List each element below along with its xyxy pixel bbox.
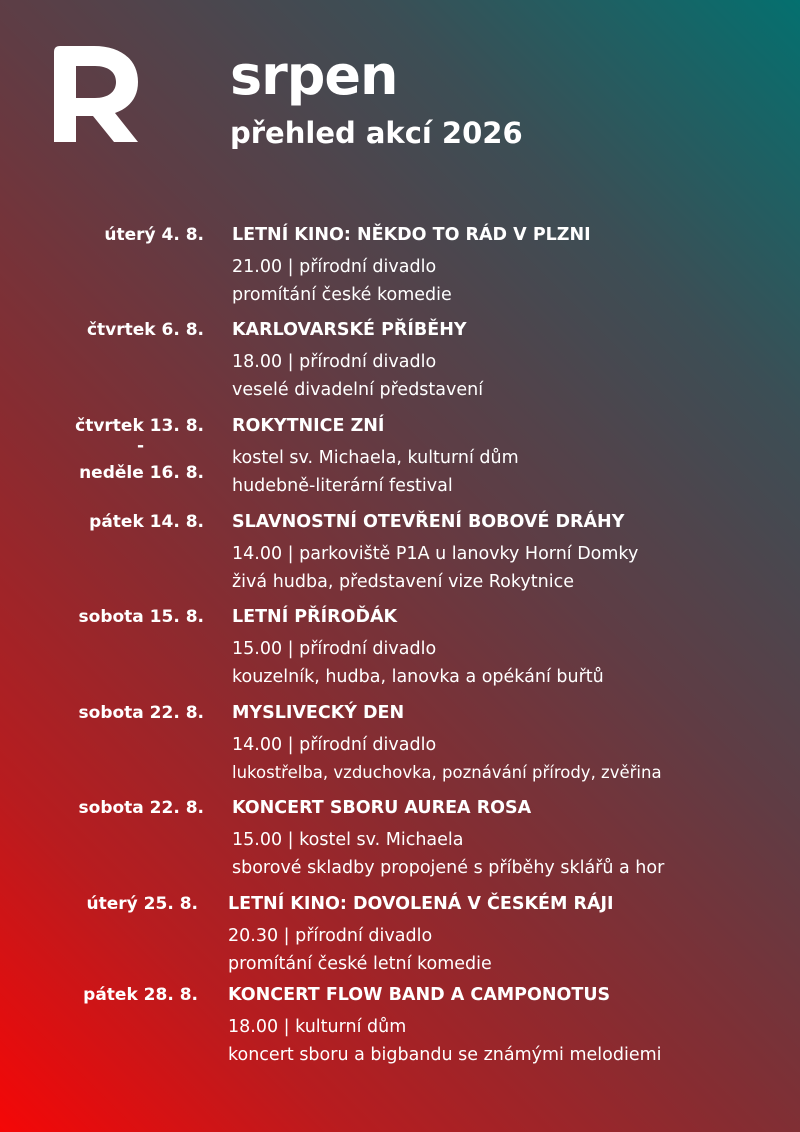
event-date: sobota 22. 8. bbox=[78, 798, 204, 818]
event-name: LETNÍ KINO: DOVOLENÁ V ČESKÉM RÁJI bbox=[228, 894, 614, 914]
event-description: lukostřelba, vzduchovka, poznávání přírody, zvěřina bbox=[232, 763, 662, 782]
event-description: živá hudba, představení vize Rokytnice bbox=[232, 572, 574, 592]
page-subtitle: přehled akcí 2026 bbox=[230, 116, 523, 150]
event-date: pátek 14. 8. bbox=[89, 512, 204, 532]
event-date: sobota 15. 8. bbox=[78, 607, 204, 627]
event-name: KONCERT FLOW BAND A CAMPONOTUS bbox=[228, 985, 611, 1005]
event-date-separator: - bbox=[136, 436, 144, 456]
event-time-place: 14.00 | parkoviště P1A u lanovky Horní Domky bbox=[232, 544, 639, 564]
event-time-place: 18.00 | přírodní divadlo bbox=[232, 352, 437, 372]
event-description: hudebně-literární festival bbox=[232, 476, 453, 496]
event-description: koncert sboru a bigbandu se známými melodiemi bbox=[228, 1045, 662, 1065]
event-date: úterý 25. 8. bbox=[86, 894, 198, 914]
event-name: KONCERT SBORU AUREA ROSA bbox=[232, 798, 532, 818]
event-time-place: 20.30 | přírodní divadlo bbox=[228, 926, 433, 946]
event-date: čtvrtek 13. 8. bbox=[75, 416, 204, 436]
event-name: LETNÍ PŘÍROĎÁK bbox=[232, 607, 398, 627]
event-date: pátek 28. 8. bbox=[83, 985, 198, 1005]
event-name: SLAVNOSTNÍ OTEVŘENÍ BOBOVÉ DRÁHY bbox=[232, 512, 625, 532]
event-time-place: 15.00 | přírodní divadlo bbox=[232, 639, 437, 659]
event-time-place: kostel sv. Michaela, kulturní dům bbox=[232, 448, 519, 468]
event-description: kouzelník, hudba, lanovka a opékání buřtů bbox=[232, 667, 604, 687]
event-description: sborové skladby propojené s příběhy sklářů a hor bbox=[232, 858, 665, 878]
event-date: sobota 22. 8. bbox=[78, 703, 204, 723]
event-time-place: 14.00 | přírodní divadlo bbox=[232, 735, 437, 755]
event-date-end: neděle 16. 8. bbox=[79, 463, 204, 483]
event-name: KARLOVARSKÉ PŘÍBĚHY bbox=[232, 320, 467, 340]
event-name: MYSLIVECKÝ DEN bbox=[232, 703, 405, 723]
event-time-place: 15.00 | kostel sv. Michaela bbox=[232, 830, 464, 850]
event-description: promítání české letní komedie bbox=[228, 954, 492, 974]
event-description: veselé divadelní představení bbox=[232, 380, 484, 400]
event-time-place: 21.00 | přírodní divadlo bbox=[232, 257, 437, 277]
event-date: úterý 4. 8. bbox=[104, 225, 204, 245]
event-name: LETNÍ KINO: NĚKDO TO RÁD V PLZNI bbox=[232, 225, 591, 245]
event-description: promítání české komedie bbox=[232, 285, 452, 305]
r-letter-logo-icon bbox=[54, 46, 140, 142]
event-name: ROKYTNICE ZNÍ bbox=[232, 416, 385, 436]
event-date: čtvrtek 6. 8. bbox=[86, 320, 204, 340]
event-time-place: 18.00 | kulturní dům bbox=[228, 1017, 407, 1037]
page-title: srpen bbox=[230, 44, 398, 107]
